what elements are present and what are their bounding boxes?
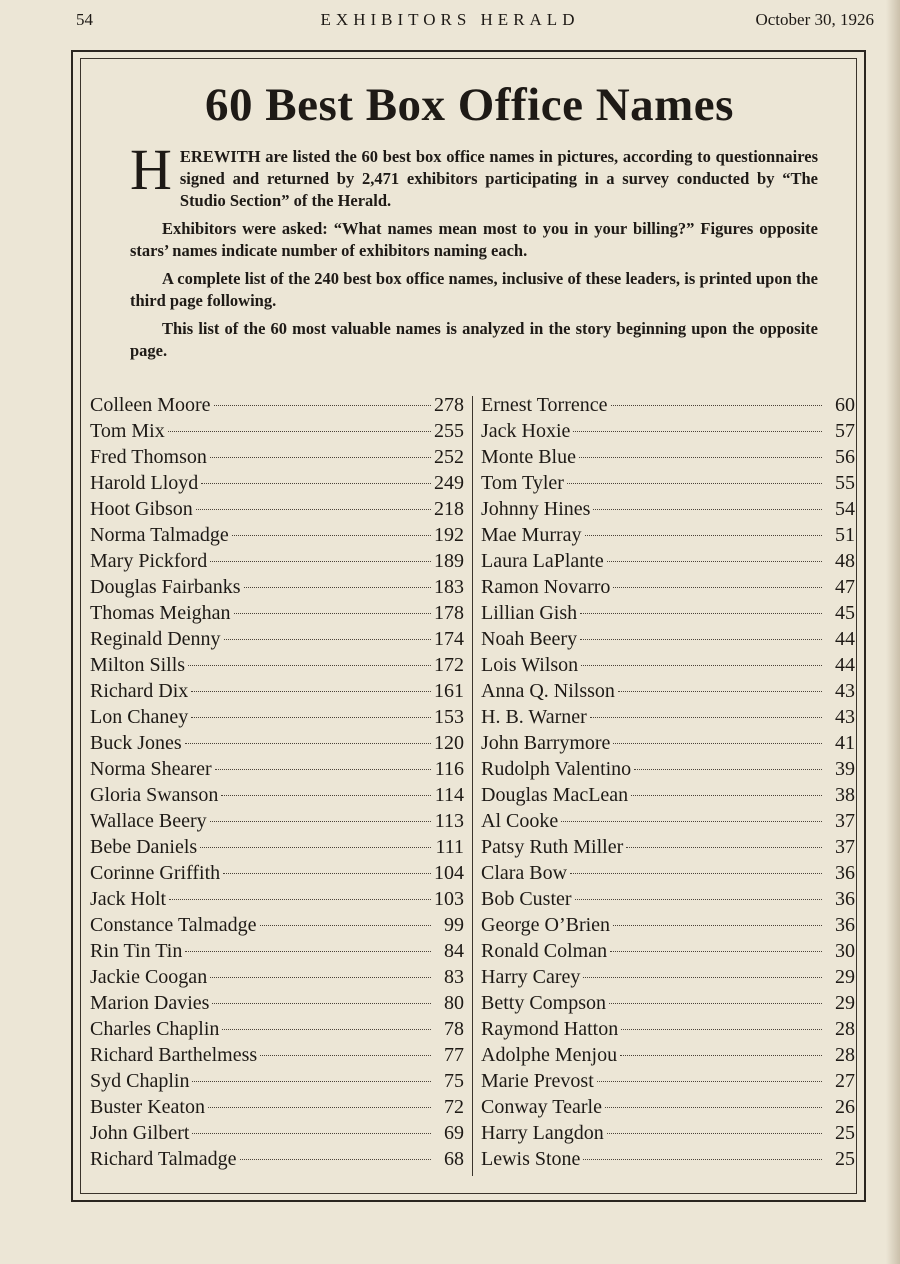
- exhibitor-count: 54: [835, 498, 855, 520]
- rankings-left-column: [90, 392, 464, 1172]
- star-name: Bob Custer: [481, 888, 572, 910]
- exhibitor-count: 38: [835, 784, 855, 806]
- exhibitor-count: 72: [444, 1096, 464, 1118]
- star-name: Corinne Griffith: [90, 862, 221, 884]
- ranking-row: [90, 808, 464, 834]
- dot-leader: [185, 743, 431, 744]
- star-name: Colleen Moore: [90, 394, 211, 416]
- star-name: Milton Sills: [90, 654, 186, 676]
- ranking-row: [481, 678, 855, 704]
- exhibitor-count: 120: [434, 732, 464, 754]
- star-name: Lon Chaney: [90, 706, 189, 728]
- star-name: Norma Talmadge: [90, 524, 229, 546]
- star-name: Anna Q. Nilsson: [481, 680, 615, 702]
- exhibitor-count: 68: [444, 1148, 464, 1170]
- exhibitor-count: 78: [444, 1018, 464, 1040]
- exhibitor-count: 25: [835, 1148, 855, 1170]
- dot-leader: [607, 1133, 822, 1134]
- star-name: Raymond Hatton: [481, 1018, 619, 1040]
- star-name: H. B. Warner: [481, 706, 587, 728]
- exhibitor-count: 55: [835, 472, 855, 494]
- ranking-row: [481, 782, 855, 808]
- exhibitor-count: 192: [434, 524, 464, 546]
- ranking-row: [90, 522, 464, 548]
- ranking-row: [90, 964, 464, 990]
- exhibitor-count: 252: [434, 446, 464, 468]
- column-divider: [472, 396, 473, 1176]
- exhibitor-count: 43: [835, 680, 855, 702]
- dot-leader: [201, 483, 431, 484]
- star-name: Mary Pickford: [90, 550, 208, 572]
- star-name: Bebe Daniels: [90, 836, 198, 858]
- ranking-row: [481, 990, 855, 1016]
- ranking-row: [481, 1094, 855, 1120]
- ranking-row: [90, 1068, 464, 1094]
- star-name: Monte Blue: [481, 446, 576, 468]
- star-name: John Barrymore: [481, 732, 611, 754]
- ranking-row: [481, 444, 855, 470]
- star-name: Adolphe Menjou: [481, 1044, 618, 1066]
- ranking-row: [90, 574, 464, 600]
- star-name: Norma Shearer: [90, 758, 212, 780]
- exhibitor-count: 174: [434, 628, 464, 650]
- exhibitor-count: 116: [434, 758, 464, 780]
- exhibitor-count: 57: [835, 420, 855, 442]
- ranking-row: [481, 392, 855, 418]
- star-name: Johnny Hines: [481, 498, 591, 520]
- exhibitor-count: 44: [835, 654, 855, 676]
- dot-leader: [210, 457, 431, 458]
- exhibitor-count: 69: [444, 1122, 464, 1144]
- ranking-row: [90, 1094, 464, 1120]
- ranking-row: [90, 938, 464, 964]
- ranking-row: [90, 834, 464, 860]
- dot-leader: [200, 847, 431, 848]
- dot-leader: [634, 769, 822, 770]
- dot-leader: [613, 743, 822, 744]
- dot-leader: [221, 795, 431, 796]
- ranking-row: [90, 1120, 464, 1146]
- star-name: Buck Jones: [90, 732, 182, 754]
- ranking-row: [90, 886, 464, 912]
- exhibitor-count: 36: [835, 888, 855, 910]
- dot-leader: [169, 899, 431, 900]
- exhibitor-count: 41: [835, 732, 855, 754]
- star-name: Ramon Novarro: [481, 576, 611, 598]
- dot-leader: [260, 925, 431, 926]
- dot-leader: [583, 1159, 822, 1160]
- dot-leader: [575, 899, 822, 900]
- dot-leader: [196, 509, 431, 510]
- exhibitor-count: 48: [835, 550, 855, 572]
- exhibitor-count: 28: [835, 1018, 855, 1040]
- exhibitor-count: 84: [444, 940, 464, 962]
- star-name: Harry Langdon: [481, 1122, 604, 1144]
- ranking-row: [90, 782, 464, 808]
- exhibitor-count: 114: [434, 784, 464, 806]
- star-name: Lillian Gish: [481, 602, 578, 624]
- exhibitor-count: 43: [835, 706, 855, 728]
- exhibitor-count: 104: [434, 862, 464, 884]
- dot-leader: [605, 1107, 822, 1108]
- star-name: Ernest Torrence: [481, 394, 608, 416]
- article-intro: [130, 137, 818, 368]
- dot-leader: [214, 405, 431, 406]
- star-name: Charles Chaplin: [90, 1018, 220, 1040]
- ranking-row: [90, 1042, 464, 1068]
- star-name: Jack Holt: [90, 888, 167, 910]
- ranking-row: [481, 574, 855, 600]
- ranking-row: [90, 860, 464, 886]
- dot-leader: [613, 925, 822, 926]
- dot-leader: [260, 1055, 431, 1056]
- intro-paragraph-2: Exhibitors were asked: “What names mean most to you in your billing?” Figures opposite stars’ names indicate number of exhibitors naming each.: [130, 219, 818, 260]
- exhibitor-count: 51: [835, 524, 855, 546]
- ranking-row: [90, 730, 464, 756]
- star-name: Rudolph Valentino: [481, 758, 632, 780]
- star-name: Thomas Meighan: [90, 602, 231, 624]
- exhibitor-count: 172: [434, 654, 464, 676]
- ranking-row: [90, 496, 464, 522]
- star-name: Lewis Stone: [481, 1148, 581, 1170]
- rankings-right-column: [481, 392, 855, 1172]
- exhibitor-count: 44: [835, 628, 855, 650]
- star-name: George O’Brien: [481, 914, 611, 936]
- exhibitor-count: 28: [835, 1044, 855, 1066]
- star-name: Gloria Swanson: [90, 784, 219, 806]
- dot-leader: [597, 1081, 822, 1082]
- star-name: Lois Wilson: [481, 654, 579, 676]
- star-name: Tom Mix: [90, 420, 165, 442]
- dot-leader: [215, 769, 431, 770]
- dot-leader: [223, 873, 431, 874]
- ranking-row: [90, 652, 464, 678]
- ranking-row: [481, 548, 855, 574]
- exhibitor-count: 75: [444, 1070, 464, 1092]
- ranking-row: [481, 600, 855, 626]
- star-name: Laura LaPlante: [481, 550, 604, 572]
- running-header: [0, 10, 900, 36]
- dot-leader: [610, 951, 822, 952]
- star-name: Harold Lloyd: [90, 472, 199, 494]
- exhibitor-count: 249: [434, 472, 464, 494]
- ranking-row: [90, 1146, 464, 1172]
- ranking-row: [481, 470, 855, 496]
- ranking-row: [90, 678, 464, 704]
- star-name: Syd Chaplin: [90, 1070, 190, 1092]
- dot-leader: [188, 665, 431, 666]
- dot-leader: [618, 691, 822, 692]
- star-name: Jackie Coogan: [90, 966, 208, 988]
- page-edge-shadow: [886, 0, 900, 1264]
- ranking-row: [90, 1016, 464, 1042]
- star-name: Betty Compson: [481, 992, 607, 1014]
- exhibitor-count: 56: [835, 446, 855, 468]
- ranking-row: [90, 626, 464, 652]
- star-name: Douglas MacLean: [481, 784, 629, 806]
- star-name: Fred Thomson: [90, 446, 207, 468]
- dot-leader: [626, 847, 822, 848]
- exhibitor-count: 39: [835, 758, 855, 780]
- dot-leader: [240, 1159, 431, 1160]
- exhibitor-count: 36: [835, 914, 855, 936]
- exhibitor-count: 80: [444, 992, 464, 1014]
- ranking-row: [481, 1120, 855, 1146]
- dot-leader: [185, 951, 431, 952]
- intro-paragraph-1: HEREWITH are listed the 60 best box office names in pictures, according to questionnaires signed and returned by 2,471 exhibitors participating in a survey conducted by “The Studio Section” of the Herald.: [130, 137, 818, 210]
- dot-leader: [620, 1055, 822, 1056]
- star-name: Noah Beery: [481, 628, 578, 650]
- issue-date: October 30, 1926: [755, 10, 874, 29]
- star-name: Ronald Colman: [481, 940, 608, 962]
- ranking-row: [90, 704, 464, 730]
- ranking-row: [481, 626, 855, 652]
- star-name: Patsy Ruth Miller: [481, 836, 624, 858]
- star-name: Mae Murray: [481, 524, 582, 546]
- ranking-row: [90, 418, 464, 444]
- dot-leader: [621, 1029, 822, 1030]
- dot-leader: [210, 821, 431, 822]
- star-name: Reginald Denny: [90, 628, 221, 650]
- exhibitor-count: 161: [434, 680, 464, 702]
- dot-leader: [579, 457, 822, 458]
- dot-leader: [210, 561, 431, 562]
- star-name: Douglas Fairbanks: [90, 576, 241, 598]
- dot-leader: [593, 509, 822, 510]
- exhibitor-count: 153: [434, 706, 464, 728]
- exhibitor-count: 29: [835, 992, 855, 1014]
- ranking-row: [481, 418, 855, 444]
- exhibitor-count: 218: [434, 498, 464, 520]
- exhibitor-count: 278: [434, 394, 464, 416]
- dot-leader: [590, 717, 822, 718]
- ranking-row: [481, 1016, 855, 1042]
- star-name: John Gilbert: [90, 1122, 190, 1144]
- star-name: Hoot Gibson: [90, 498, 193, 520]
- star-name: Clara Bow: [481, 862, 568, 884]
- dot-leader: [208, 1107, 431, 1108]
- ranking-row: [90, 990, 464, 1016]
- exhibitor-count: 103: [434, 888, 464, 910]
- dot-leader: [613, 587, 822, 588]
- ranking-row: [481, 860, 855, 886]
- dot-leader: [561, 821, 822, 822]
- dot-leader: [224, 639, 431, 640]
- ranking-row: [481, 886, 855, 912]
- star-name: Constance Talmadge: [90, 914, 257, 936]
- ranking-row: [481, 1068, 855, 1094]
- dot-leader: [631, 795, 822, 796]
- ranking-row: [90, 756, 464, 782]
- dot-leader: [583, 977, 822, 978]
- exhibitor-count: 37: [835, 836, 855, 858]
- exhibitor-count: 183: [434, 576, 464, 598]
- exhibitor-count: 37: [835, 810, 855, 832]
- ranking-row: [481, 1042, 855, 1068]
- exhibitor-count: 25: [835, 1122, 855, 1144]
- star-name: Rin Tin Tin: [90, 940, 183, 962]
- dot-leader: [570, 873, 822, 874]
- ranking-row: [481, 652, 855, 678]
- star-name: Marion Davies: [90, 992, 210, 1014]
- ranking-row: [481, 704, 855, 730]
- ranking-row: [481, 496, 855, 522]
- dot-leader: [191, 691, 431, 692]
- star-name: Richard Dix: [90, 680, 189, 702]
- ranking-row: [481, 756, 855, 782]
- star-name: Richard Barthelmess: [90, 1044, 258, 1066]
- exhibitor-count: 29: [835, 966, 855, 988]
- exhibitor-count: 83: [444, 966, 464, 988]
- ranking-row: [90, 912, 464, 938]
- star-name: Harry Carey: [481, 966, 581, 988]
- dot-leader: [168, 431, 431, 432]
- dot-leader: [232, 535, 431, 536]
- star-name: Richard Talmadge: [90, 1148, 237, 1170]
- star-name: Jack Hoxie: [481, 420, 571, 442]
- intro-paragraph-4: This list of the 60 most valuable names is analyzed in the story beginning upon the opposite page.: [130, 319, 818, 360]
- exhibitor-count: 36: [835, 862, 855, 884]
- dot-leader: [234, 613, 431, 614]
- dot-leader: [244, 587, 431, 588]
- ranking-row: [481, 912, 855, 938]
- star-name: Buster Keaton: [90, 1096, 205, 1118]
- ranking-row: [481, 730, 855, 756]
- star-name: Marie Prevost: [481, 1070, 594, 1092]
- dot-leader: [212, 1003, 431, 1004]
- intro-paragraph-3: A complete list of the 240 best box office names, inclusive of these leaders, is printed upon the third page following.: [130, 269, 818, 310]
- star-name: Tom Tyler: [481, 472, 564, 494]
- dot-leader: [222, 1029, 431, 1030]
- ranking-row: [481, 834, 855, 860]
- ranking-row: [481, 522, 855, 548]
- dot-leader: [580, 613, 822, 614]
- dot-leader: [567, 483, 822, 484]
- ranking-row: [481, 808, 855, 834]
- ranking-row: [90, 470, 464, 496]
- dot-leader: [210, 977, 431, 978]
- drop-cap: H: [130, 137, 172, 202]
- ranking-row: [481, 938, 855, 964]
- ranking-row: [481, 1146, 855, 1172]
- exhibitor-count: 99: [444, 914, 464, 936]
- dot-leader: [585, 535, 822, 536]
- dot-leader: [609, 1003, 822, 1004]
- dot-leader: [192, 1133, 431, 1134]
- exhibitor-count: 60: [835, 394, 855, 416]
- ranking-row: [90, 392, 464, 418]
- exhibitor-count: 255: [434, 420, 464, 442]
- exhibitor-count: 189: [434, 550, 464, 572]
- star-name: Al Cooke: [481, 810, 559, 832]
- ranking-row: [90, 444, 464, 470]
- dot-leader: [581, 665, 822, 666]
- publication-name: EXHIBITORS HERALD: [320, 10, 580, 29]
- dot-leader: [611, 405, 822, 406]
- exhibitor-count: 178: [434, 602, 464, 624]
- exhibitor-count: 27: [835, 1070, 855, 1092]
- exhibitor-count: 111: [435, 836, 464, 858]
- star-name: Wallace Beery: [90, 810, 207, 832]
- ranking-row: [90, 548, 464, 574]
- star-name: Conway Tearle: [481, 1096, 602, 1118]
- exhibitor-count: 30: [835, 940, 855, 962]
- exhibitor-count: 47: [835, 576, 855, 598]
- dot-leader: [191, 717, 431, 718]
- dot-leader: [607, 561, 822, 562]
- page-number: 54: [76, 10, 93, 29]
- exhibitor-count: 26: [835, 1096, 855, 1118]
- dot-leader: [573, 431, 822, 432]
- exhibitor-count: 45: [835, 602, 855, 624]
- exhibitor-count: 113: [434, 810, 464, 832]
- article-title: 60 Best Box Office Names: [205, 79, 734, 131]
- dot-leader: [580, 639, 822, 640]
- dot-leader: [192, 1081, 431, 1082]
- ranking-row: [90, 600, 464, 626]
- exhibitor-count: 77: [444, 1044, 464, 1066]
- ranking-row: [481, 964, 855, 990]
